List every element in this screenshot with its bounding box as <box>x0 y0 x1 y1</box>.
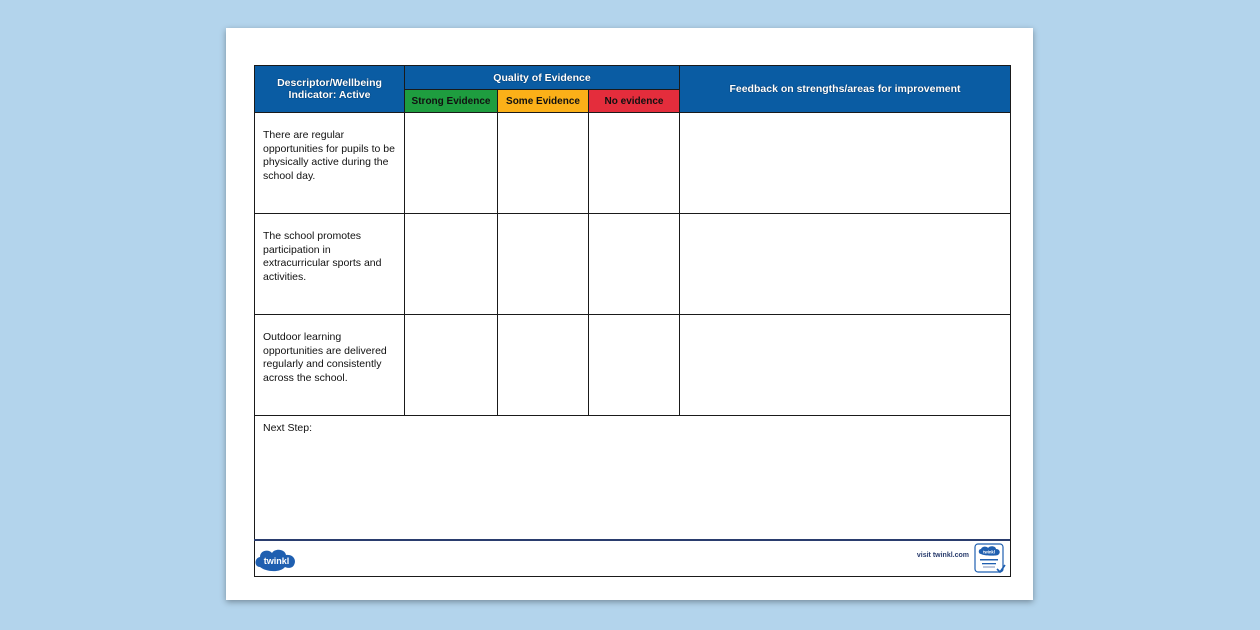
strong-evidence-cell[interactable] <box>405 315 498 416</box>
twinkl-logo <box>254 547 299 573</box>
logo-text: twinkl <box>263 556 290 566</box>
table-row <box>255 113 1011 214</box>
strong-evidence-cell[interactable] <box>405 214 498 315</box>
feedback-cell[interactable] <box>680 315 1011 416</box>
no-evidence-cell[interactable] <box>589 214 680 315</box>
badge-text: twinkl <box>983 549 995 555</box>
descriptor-cell: The school promotes participation in extracurricular sports and activities. <box>255 214 405 315</box>
next-step-label: Next Step: <box>263 422 313 434</box>
footer-divider <box>254 539 1010 541</box>
approved-badge-icon <box>974 543 1006 575</box>
strong-evidence-cell[interactable] <box>405 113 498 214</box>
descriptor-header: Descriptor/Wellbeing Indicator: Active <box>255 66 405 113</box>
descriptor-cell: There are regular opportunities for pupils to be physically active during the school day. <box>255 113 405 214</box>
worksheet-page <box>226 28 1033 600</box>
evidence-table <box>254 65 1011 577</box>
quality-header: Quality of Evidence <box>405 66 680 90</box>
next-step-cell[interactable] <box>255 416 1011 577</box>
feedback-cell[interactable] <box>680 113 1011 214</box>
some-evidence-cell[interactable] <box>498 113 589 214</box>
table-row <box>255 214 1011 315</box>
some-evidence-cell[interactable] <box>498 315 589 416</box>
no-evidence-cell[interactable] <box>589 315 680 416</box>
no-evidence-cell[interactable] <box>589 113 680 214</box>
feedback-cell[interactable] <box>680 214 1011 315</box>
some-evidence-cell[interactable] <box>498 214 589 315</box>
strong-evidence-header: Strong Evidence <box>405 90 498 113</box>
visit-link[interactable]: visit twinkl.com <box>916 552 969 559</box>
descriptor-cell: Outdoor learning opportunities are delivered regularly and consistently across the school. <box>255 315 405 416</box>
feedback-header: Feedback on strengths/areas for improvement <box>680 66 1011 113</box>
some-evidence-header: Some Evidence <box>498 90 589 113</box>
no-evidence-header: No evidence <box>589 90 680 113</box>
table-row <box>255 315 1011 416</box>
